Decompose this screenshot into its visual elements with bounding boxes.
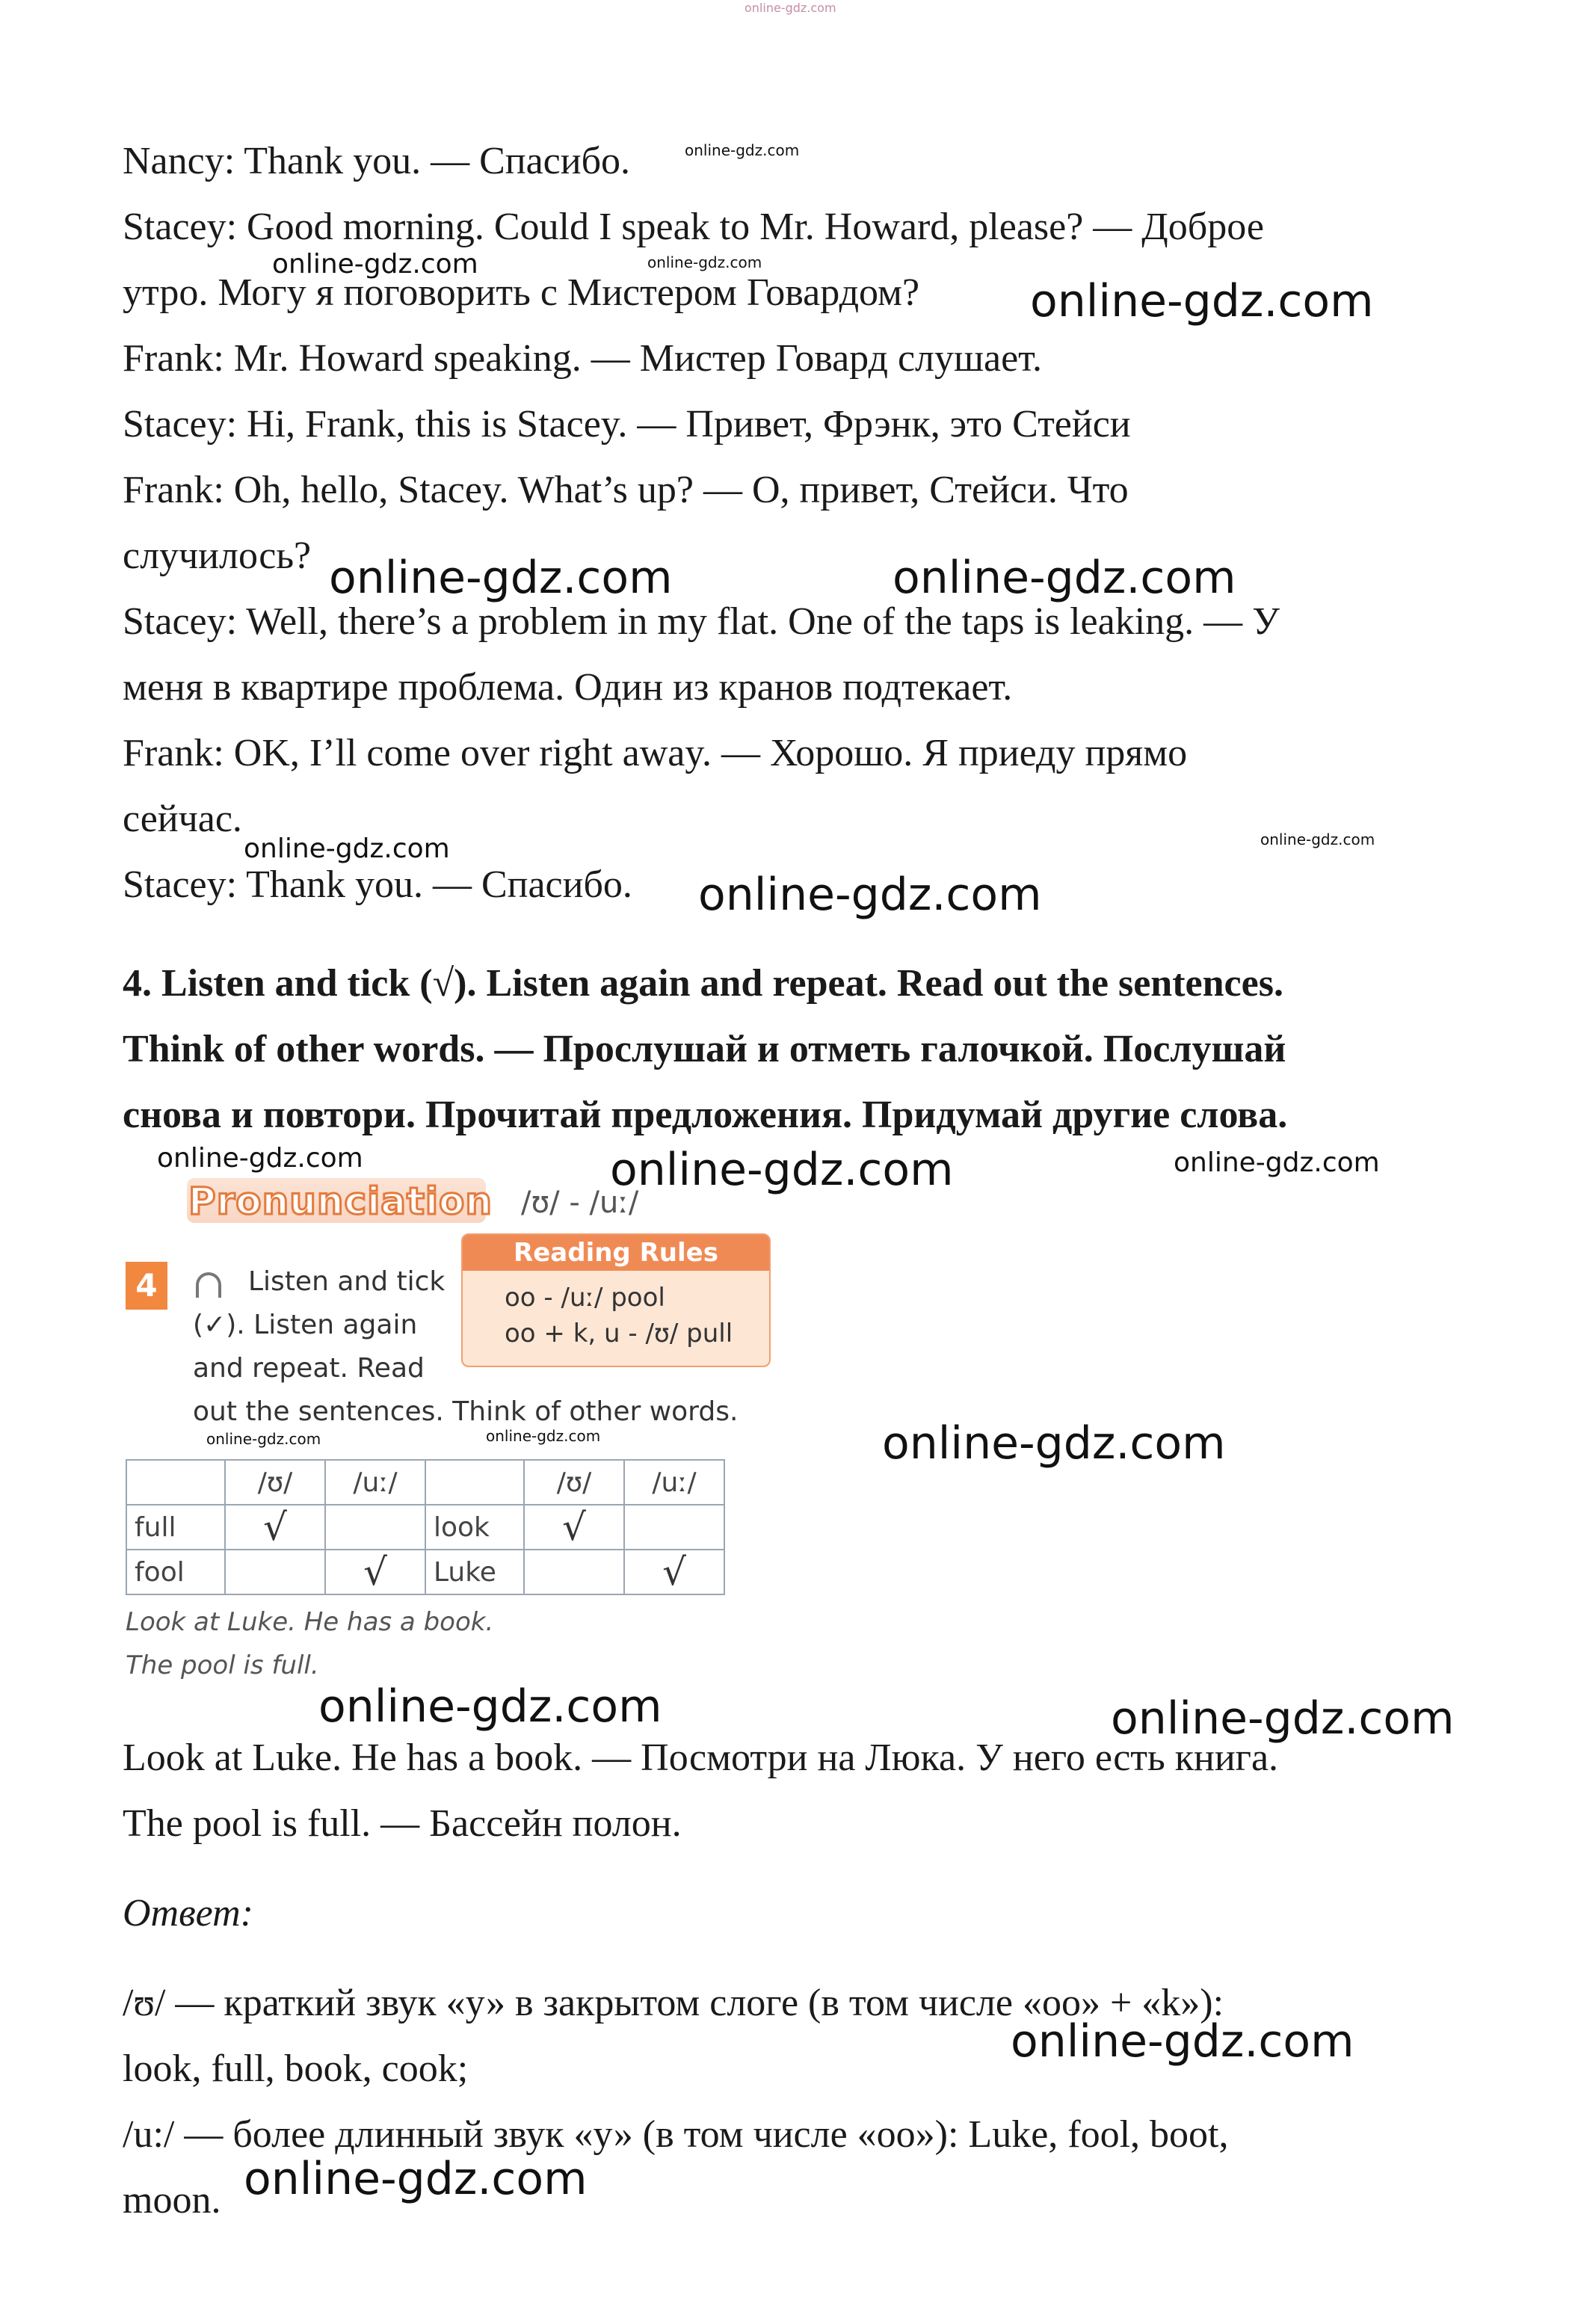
task-heading-line: 4. Listen and tick (√). Listen again and repeat. Read out the sentences. — [123, 962, 1283, 1005]
tick-cell: √ — [325, 1550, 425, 1594]
dialogue-line: Frank: OK, I’ll come over right away. — Хорошо. Я приеду прямо — [123, 732, 1188, 774]
tick-cell: √ — [524, 1505, 624, 1550]
translation-line: The pool is full. — Бассейн полон. — [123, 1802, 682, 1845]
table-row — [126, 1550, 724, 1594]
dialogue-line: Stacey: Good morning. Could I speak to Mr. Howard, please? — Доброе — [123, 206, 1264, 248]
translation-line: Look at Luke. He has a book. — Посмотри на Люка. У него есть книга. — [123, 1736, 1279, 1779]
instruction-line: and repeat. Read — [193, 1353, 425, 1384]
dialogue-line: меня в квартире проблема. Один из кранов подтекает. — [123, 666, 1013, 709]
tick-cell — [524, 1550, 624, 1594]
watermark: online-gdz.com — [272, 249, 478, 280]
answer-line: /u:/ — более длинный звук «у» (в том числе «оо»): Luke, fool, boot, — [123, 2113, 1229, 2156]
watermark: online-gdz.com — [647, 253, 762, 271]
watermark: online-gdz.com — [244, 2153, 588, 2205]
tick-table — [126, 1459, 725, 1595]
watermark: online-gdz.com — [610, 1144, 954, 1196]
watermark: online-gdz.com — [486, 1427, 601, 1445]
dialogue-line: случилось? — [123, 534, 312, 577]
reading-rule: oo + k, u - /ʊ/ pull — [505, 1319, 733, 1349]
watermark: online-gdz.com — [1030, 275, 1374, 327]
tick-cell — [325, 1505, 425, 1550]
instruction-line: Listen and tick — [248, 1266, 446, 1297]
watermark: online-gdz.com — [206, 1430, 321, 1448]
example-sentence: Look at Luke. He has a book. — [126, 1607, 494, 1637]
watermark: online-gdz.com — [1111, 1692, 1455, 1745]
table-cell — [425, 1460, 524, 1505]
headphones-icon — [196, 1272, 221, 1298]
tick-cell — [225, 1550, 325, 1594]
table-word-cell: Luke — [425, 1550, 524, 1594]
watermark: online-gdz.com — [893, 552, 1236, 604]
table-word-cell: fool — [126, 1550, 225, 1594]
table-row — [126, 1505, 724, 1550]
tick-cell: √ — [225, 1505, 325, 1550]
watermark: online-gdz.com — [685, 141, 800, 159]
task-heading-line: снова и повтори. Прочитай предложения. Придумай другие слова. — [123, 1094, 1288, 1136]
dialogue-line: Stacey: Well, there’s a problem in my flat. One of the taps is leaking. — У — [123, 600, 1280, 643]
watermark: online-gdz.com — [1260, 830, 1375, 848]
table-header-row — [126, 1460, 724, 1505]
watermark: online-gdz.com — [318, 1680, 662, 1733]
instruction-line: (✓). Listen again — [193, 1310, 418, 1340]
watermark: online-gdz.com — [698, 869, 1042, 921]
dialogue-line: Frank: Oh, hello, Stacey. What’s up? — О, привет, Стейси. Что — [123, 469, 1129, 511]
dialogue-line: сейчас. — [123, 798, 242, 840]
reading-rule: oo - /uː/ pool — [505, 1283, 665, 1313]
table-word-cell: look — [425, 1505, 524, 1550]
answer-line: look, full, book, cook; — [123, 2047, 469, 2090]
answer-line: moon. — [123, 2179, 221, 2222]
table-header-cell: /ʊ/ — [524, 1460, 624, 1505]
task-heading-line: Think of other words. — Прослушай и отметь галочкой. Послушай — [123, 1028, 1286, 1070]
reading-rules-box — [461, 1233, 771, 1367]
tick-cell — [624, 1505, 724, 1550]
answer-label: Ответ: — [123, 1892, 253, 1935]
answer-line: /ʊ/ — краткий звук «у» в закрытом слоге (в том числе «оо» + «k»): — [123, 1982, 1224, 2024]
watermark: online-gdz.com — [157, 1143, 363, 1174]
watermark: online-gdz.com — [1011, 2015, 1354, 2068]
dialogue-line: Frank: Mr. Howard speaking. — Мистер Говард слушает. — [123, 337, 1042, 380]
tick-cell: √ — [624, 1550, 724, 1594]
table-cell — [126, 1460, 225, 1505]
instruction-line: out the sentences. Think of other words. — [193, 1396, 739, 1427]
table-word-cell: full — [126, 1505, 225, 1550]
header-watermark: online-gdz.com — [745, 1, 836, 15]
watermark: online-gdz.com — [244, 833, 450, 864]
sound-symbols: /ʊ/ - /uː/ — [521, 1186, 639, 1220]
watermark: online-gdz.com — [1174, 1147, 1380, 1178]
table-header-cell: /uː/ — [624, 1460, 724, 1505]
dialogue-line: Stacey: Hi, Frank, this is Stacey. — Привет, Фрэнк, это Стейси — [123, 403, 1131, 446]
exercise-number: 4 — [126, 1262, 167, 1310]
watermark: online-gdz.com — [329, 552, 673, 604]
watermark: online-gdz.com — [882, 1417, 1226, 1470]
pronunciation-title: Pronunciation — [188, 1180, 493, 1223]
table-header-cell: /ʊ/ — [225, 1460, 325, 1505]
table-header-cell: /uː/ — [325, 1460, 425, 1505]
dialogue-line: утро. Могу я поговорить с Мистером Говардом? — [123, 271, 920, 314]
dialogue-line: Stacey: Thank you. — Спасибо. — [123, 863, 632, 906]
dialogue-line: Nancy: Thank you. — Спасибо. — [123, 140, 631, 182]
reading-rules-title: Reading Rules — [463, 1235, 769, 1271]
example-sentence: The pool is full. — [126, 1650, 319, 1680]
